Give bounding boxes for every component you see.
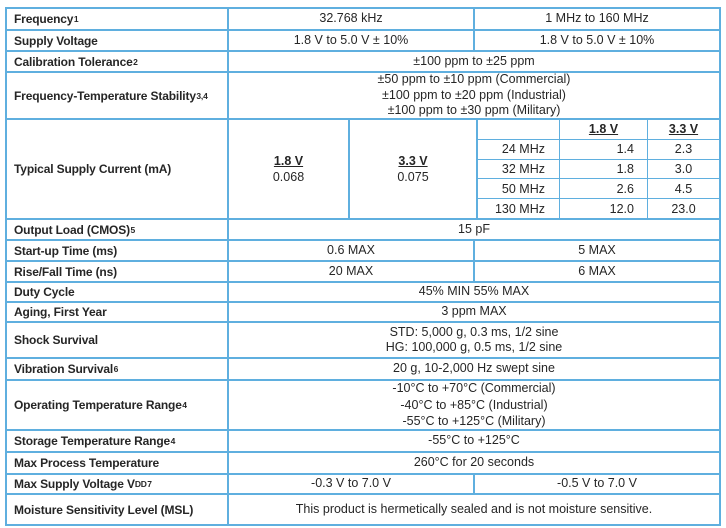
label-text: Shock Survival: [14, 333, 98, 347]
label-text: Start-up Time (ms): [14, 243, 118, 258]
current-3v3-value: 0.075: [397, 170, 429, 184]
row-max-process-temp: [7, 453, 719, 475]
calibration-tolerance-label: Calibration Tolerance 2: [7, 52, 229, 71]
aging-values: [229, 303, 719, 321]
row-shock-survival: [7, 323, 719, 359]
shock-survival-value: [229, 323, 719, 357]
shock-survival-values: [229, 323, 719, 357]
subtable-row-50mhz: [478, 178, 719, 198]
row-storage-temp: [7, 431, 719, 453]
rise-fall-left-value: 20 MAX: [328, 263, 374, 278]
value-1v8-cell: 1.4: [559, 140, 647, 159]
value-3v3-cell: 2.3: [647, 140, 719, 159]
subtable-1v8-header: 1.8 V: [588, 122, 619, 137]
aging-label: [7, 303, 229, 321]
max-supply-right-value: -0.5 V to 7.0 V: [473, 475, 719, 493]
max-supply-voltage-values: [229, 475, 719, 493]
stability-commercial: ±50 ppm to ±10 ppm (Commercial): [377, 72, 571, 87]
startup-time-label: [7, 241, 229, 260]
value-3v3-cell: 3.0: [647, 160, 719, 179]
label-text: Operating Temperature Range: [14, 398, 182, 412]
freq-cell: 50 MHz: [501, 181, 545, 196]
row-operating-temp: [7, 381, 719, 431]
row-calibration-tolerance: [7, 52, 719, 73]
supply-current-subtable: [476, 120, 719, 218]
frequency-right-value: 1 MHz to 160 MHz: [473, 9, 719, 29]
value-1v8-cell: 12.0: [559, 199, 647, 218]
storage-temp-values: [229, 431, 719, 451]
startup-time-values: [229, 241, 719, 260]
label-text: Rise/Fall Time (ns): [14, 264, 117, 279]
frequency-values: [229, 9, 719, 29]
supply-current-3v3-cell: [348, 120, 476, 218]
output-load-value: 15 pF: [458, 221, 490, 236]
rise-fall-right-value: 6 MAX: [473, 262, 719, 281]
subtable-row-130mhz: [478, 198, 719, 218]
subtable-1v8-header-cell: [559, 120, 647, 139]
supply-voltage-label: [7, 31, 229, 50]
row-supply-current: [7, 120, 719, 220]
freq-cell: 24 MHz: [501, 142, 545, 157]
moisture-sensitivity-label: [7, 495, 229, 524]
value-3v3-cell: 23.0: [647, 199, 719, 218]
supply-current-1v8-cell: [229, 120, 348, 218]
frequency-label: Frequency 1: [7, 9, 229, 29]
voltage-1v8-header: 1.8 V: [273, 154, 304, 168]
supply-current-label: [7, 120, 229, 218]
calibration-tolerance-value: ±100 ppm to ±25 ppm: [413, 53, 535, 68]
subtable-row-24mhz: [478, 139, 719, 159]
row-supply-voltage: [7, 31, 719, 52]
rise-fall-time-label: [7, 262, 229, 281]
label-text: Supply Voltage: [14, 33, 98, 48]
vibration-survival-values: [229, 359, 719, 379]
label-text: Moisture Sensitivity Level (MSL): [14, 502, 194, 517]
row-frequency: [7, 9, 719, 31]
label-text: Frequency: [14, 12, 74, 26]
subtable-3v3-header: 3.3 V: [668, 122, 699, 137]
rise-fall-time-values: [229, 262, 719, 281]
subtable-row-32mhz: [478, 159, 719, 179]
operating-industrial: -40°C to +85°C (Industrial): [400, 397, 548, 412]
label-text: Max Supply Voltage V: [14, 477, 135, 491]
freq-temp-stability-values: [229, 73, 719, 118]
duty-cycle-label: [7, 283, 229, 301]
value-1v8-cell: 1.8: [559, 160, 647, 179]
vibration-survival-value: 20 g, 10-2,000 Hz swept sine: [393, 361, 555, 376]
storage-temp-label: Storage Temperature Range 4: [7, 431, 229, 451]
value-3v3-cell: 4.5: [647, 179, 719, 198]
duty-cycle-value: 45% MIN 55% MAX: [418, 284, 530, 299]
shock-std-line: STD: 5,000 g, 0.3 ms, 1/2 sine: [389, 324, 559, 339]
calibration-tolerance-values: [229, 52, 719, 71]
startup-time-left-value: 0.6 MAX: [327, 242, 375, 257]
subtable-3v3-header-cell: [647, 120, 719, 139]
value-1v8-cell: 2.6: [559, 179, 647, 198]
operating-commercial: -10°C to +70°C (Commercial): [392, 381, 556, 396]
max-process-temp-label: [7, 453, 229, 473]
operating-temp-value: [229, 381, 719, 429]
row-vibration-survival: [7, 359, 719, 381]
label-text: Calibration Tolerance: [14, 54, 133, 69]
operating-temp-label: Operating Temperature Range 4: [7, 381, 229, 429]
voltage-3v3-header: 3.3 V: [398, 154, 428, 168]
stability-industrial: ±100 ppm to ±20 ppm (Industrial): [382, 87, 566, 102]
output-load-label: Output Load (CMOS) 5: [7, 220, 229, 239]
row-output-load: [7, 220, 719, 241]
freq-temp-stability-value: [229, 73, 719, 118]
current-1v8-value: 0.068: [272, 170, 305, 184]
label-text: Vibration Survival: [14, 362, 114, 376]
supply-voltage-values: [229, 31, 719, 50]
supply-voltage-left-value: 1.8 V to 5.0 V ± 10%: [293, 32, 409, 47]
label-text: Storage Temperature Range: [14, 434, 171, 448]
row-aging: [7, 303, 719, 323]
moisture-sensitivity-value: This product is hermetically sealed and is not moisture sensitive.: [295, 501, 653, 516]
subtable-empty-corner: [478, 120, 559, 139]
label-text: Typical Supply Current (mA): [14, 162, 172, 176]
shock-hg-line: HG: 100,000 g, 0.5 ms, 1/2 sine: [385, 340, 563, 354]
max-supply-left-value: -0.3 V to 7.0 V: [311, 476, 391, 491]
duty-cycle-values: [229, 283, 719, 301]
label-text: Duty Cycle: [14, 285, 75, 299]
frequency-left-value: 32.768 kHz: [319, 11, 383, 26]
freq-cell: 32 MHz: [501, 161, 545, 176]
freq-temp-stability-label: Frequency-Temperature Stability 3,4: [7, 73, 229, 118]
label-text: Max Process Temperature: [14, 456, 160, 470]
row-rise-fall-time: [7, 262, 719, 283]
row-freq-temp-stability: [7, 73, 719, 120]
row-startup-time: [7, 241, 719, 262]
row-max-supply-voltage: [7, 475, 719, 495]
shock-survival-label: [7, 323, 229, 357]
moisture-sensitivity-values: [229, 495, 719, 524]
max-process-temp-values: [229, 453, 719, 473]
vibration-survival-label: Vibration Survival 6: [7, 359, 229, 379]
label-text: Aging, First Year: [14, 305, 107, 319]
row-duty-cycle: [7, 283, 719, 303]
label-text: Frequency-Temperature Stability: [14, 88, 196, 103]
operating-temp-values: [229, 381, 719, 429]
freq-cell: 130 MHz: [494, 201, 545, 216]
row-moisture-sensitivity: [7, 495, 719, 524]
supply-voltage-right-value: 1.8 V to 5.0 V ± 10%: [473, 31, 719, 50]
supply-current-values: [229, 120, 719, 218]
label-text: Output Load (CMOS): [14, 222, 130, 237]
max-process-temp-value: 260°C for 20 seconds: [413, 455, 535, 470]
max-supply-voltage-label: Max Supply Voltage V DD 7: [7, 475, 229, 493]
specification-table: [5, 7, 721, 526]
stability-military: ±100 ppm to ±30 ppm (Military): [387, 103, 561, 118]
aging-value: 3 ppm MAX: [441, 304, 507, 319]
output-load-values: [229, 220, 719, 239]
storage-temp-value: -55°C to +125°C: [428, 433, 520, 448]
startup-time-right-value: 5 MAX: [473, 241, 719, 260]
operating-military: -55°C to +125°C (Military): [402, 414, 546, 429]
subtable-header-row: [478, 120, 719, 139]
